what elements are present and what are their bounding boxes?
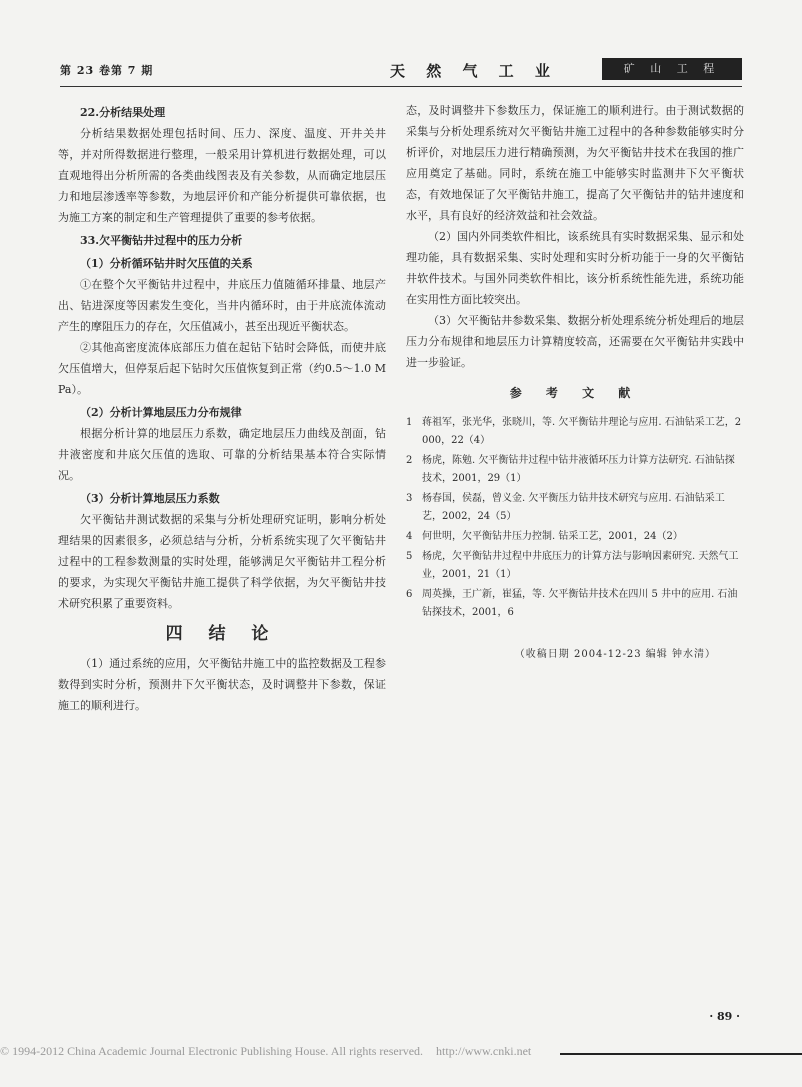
paragraph: ②其他高密度流体底部压力值在起钻下钻时会降低，而使井底欠压值增大，但停泵后起下钻时欠压值恢复到正常（约0.5～1.0 MPa）。: [58, 341, 386, 396]
received-date: （收稿日期 2004-12-23 编辑 钟水清）: [514, 649, 716, 660]
left-column: [58, 100, 386, 716]
paragraph: （2）国内外同类软件相比，该系统具有实时数据采集、显示和处理功能，具有数据采集、实时处理和实时分析功能于一身的欠平衡钻井软件技术。与国外同类软件相比，该分析系统性能先进，系统功能在实用性方面比较突出。: [406, 230, 744, 306]
paragraph: 态，及时调整井下参数压力，保证施工的顺利进行。由于测试数据的采集与分析处理系统对欠平衡钻井施工过程中的各种参数能够实时分析评价，对地层压力进行精确预测，为欠平衡钻井技术在我国的推广应用奠定了基础。同时，系统在施工中能够实时监测井下欠平衡状态，有效地保证了欠平衡钻井施工，提高了欠平衡钻井的钻井速度和水平，具有良好的经济效益和社会效益。: [406, 104, 744, 222]
cnki-link[interactable]: http://www.cnki.net: [436, 1044, 532, 1058]
reference-item: [406, 528, 744, 546]
paragraph: （1）通过系统的应用，欠平衡钻井施工中的监控数据及工程参数得到实时分析，预测井下欠平衡状态，及时调整井下参数，保证施工的顺利进行。: [58, 657, 386, 712]
subsection-heading: 22.分析结果处理: [80, 106, 166, 119]
reference-item: [406, 548, 744, 584]
paragraph: （3）欠平衡钻井参数采集、数据分析处理系统分析处理后的地层压力分布规律和地层压力计算精度较高，还需要在欠平衡钻井实践中进一步验证。: [406, 314, 744, 369]
reference-text: 杨春国，侯磊，曾义金. 欠平衡压力钻井技术研究与应用. 石油钻采工艺，2002，24（5）: [422, 493, 725, 522]
reference-list: [406, 414, 744, 622]
right-column: [406, 100, 744, 665]
reference-number: 6: [406, 589, 413, 600]
reference-number: 1: [406, 417, 413, 428]
subsection-heading: （3）分析计算地层压力系数: [80, 492, 220, 505]
reference-text: 何世明，欠平衡钻井压力控制. 钻采工艺，2001，24（2）: [422, 531, 683, 542]
reference-text: 蒋祖军，张光华，张晓川，等. 欠平衡钻井理论与应用. 石油钻采工艺，2000，22（4）: [422, 417, 742, 446]
header-rule: [60, 86, 742, 87]
subsection-heading: 33.欠平衡钻井过程中的压力分析: [80, 234, 243, 247]
section-box: 矿 山 工 程: [602, 58, 742, 80]
subsection-heading: （2）分析计算地层压力分布规律: [80, 406, 242, 419]
reference-number: 3: [406, 493, 413, 504]
section-heading: 四 结 论: [165, 624, 279, 644]
paragraph: 分析结果数据处理包括时间、压力、深度、温度、开井关井等，并对所得数据进行整理，一般采用计算机进行数据处理，可以直观地得出分析所需的各类曲线图表及有关参数，从而确定地层压力和地层渗透率等参数，为地层评价和产能分析提供可靠依据，也为施工方案的制定和生产管理提供了重要的参考依据。: [58, 127, 386, 224]
reference-item: [406, 452, 744, 488]
paragraph: ①在整个欠平衡钻井过程中，井底压力值随循环排量、地层产出、钻进深度等因素发生变化，当井内循环时，由于井底流体流动产生的摩阻压力的存在，欠压值减小，甚至出现近平衡状态。: [58, 278, 386, 333]
reference-number: 2: [406, 455, 413, 466]
reference-item: [406, 586, 744, 622]
reference-text: 杨虎，陈勉. 欠平衡钻井过程中钻井液循环压力计算方法研究. 石油钻探技术，2001，29（1）: [422, 455, 735, 484]
paragraph: 欠平衡钻井测试数据的采集与分析处理研究证明，影响分析处理结果的因素很多，必须总结与分析，分析系统实现了欠平衡钻井过程中的工程参数测量的实时处理，能够满足欠平衡钻井工程分析的要求，为实现欠平衡钻井施工提供了科学依据，为欠平衡钻井技术研究积累了重要资料。: [58, 513, 386, 610]
copyright-text: © 1994-2012 China Academic Journal Electronic Publishing House. All rights reserved.: [0, 1044, 424, 1058]
footer: [0, 1044, 531, 1059]
reference-item: [406, 414, 744, 450]
reference-number: 5: [406, 551, 413, 562]
reference-text: 周英操，王广新，崔猛，等. 欠平衡钻井技术在四川 5 井中的应用. 石油钻探技术，2001，6: [422, 589, 738, 618]
paragraph: 根据分析计算的地层压力系数，确定地层压力曲线及剖面，钻井液密度和井底欠压值的选取、可靠的分析结果基本符合实际情况。: [58, 427, 386, 482]
reference-item: [406, 490, 744, 526]
subsection-heading: （1）分析循环钻井时欠压值的关系: [80, 257, 253, 270]
issue-label: 第 23 卷第 7 期: [60, 64, 154, 77]
footer-rule: [560, 1053, 802, 1055]
journal-title: 天 然 气 工 业: [390, 62, 558, 80]
page-number: · 89 ·: [709, 1010, 740, 1023]
reference-number: 4: [406, 531, 413, 542]
reference-text: 杨虎，欠平衡钻井过程中井底压力的计算方法与影响因素研究. 天然气工业，2001，21（1）: [422, 551, 739, 580]
references-heading: 参 考 文 献: [509, 386, 641, 400]
